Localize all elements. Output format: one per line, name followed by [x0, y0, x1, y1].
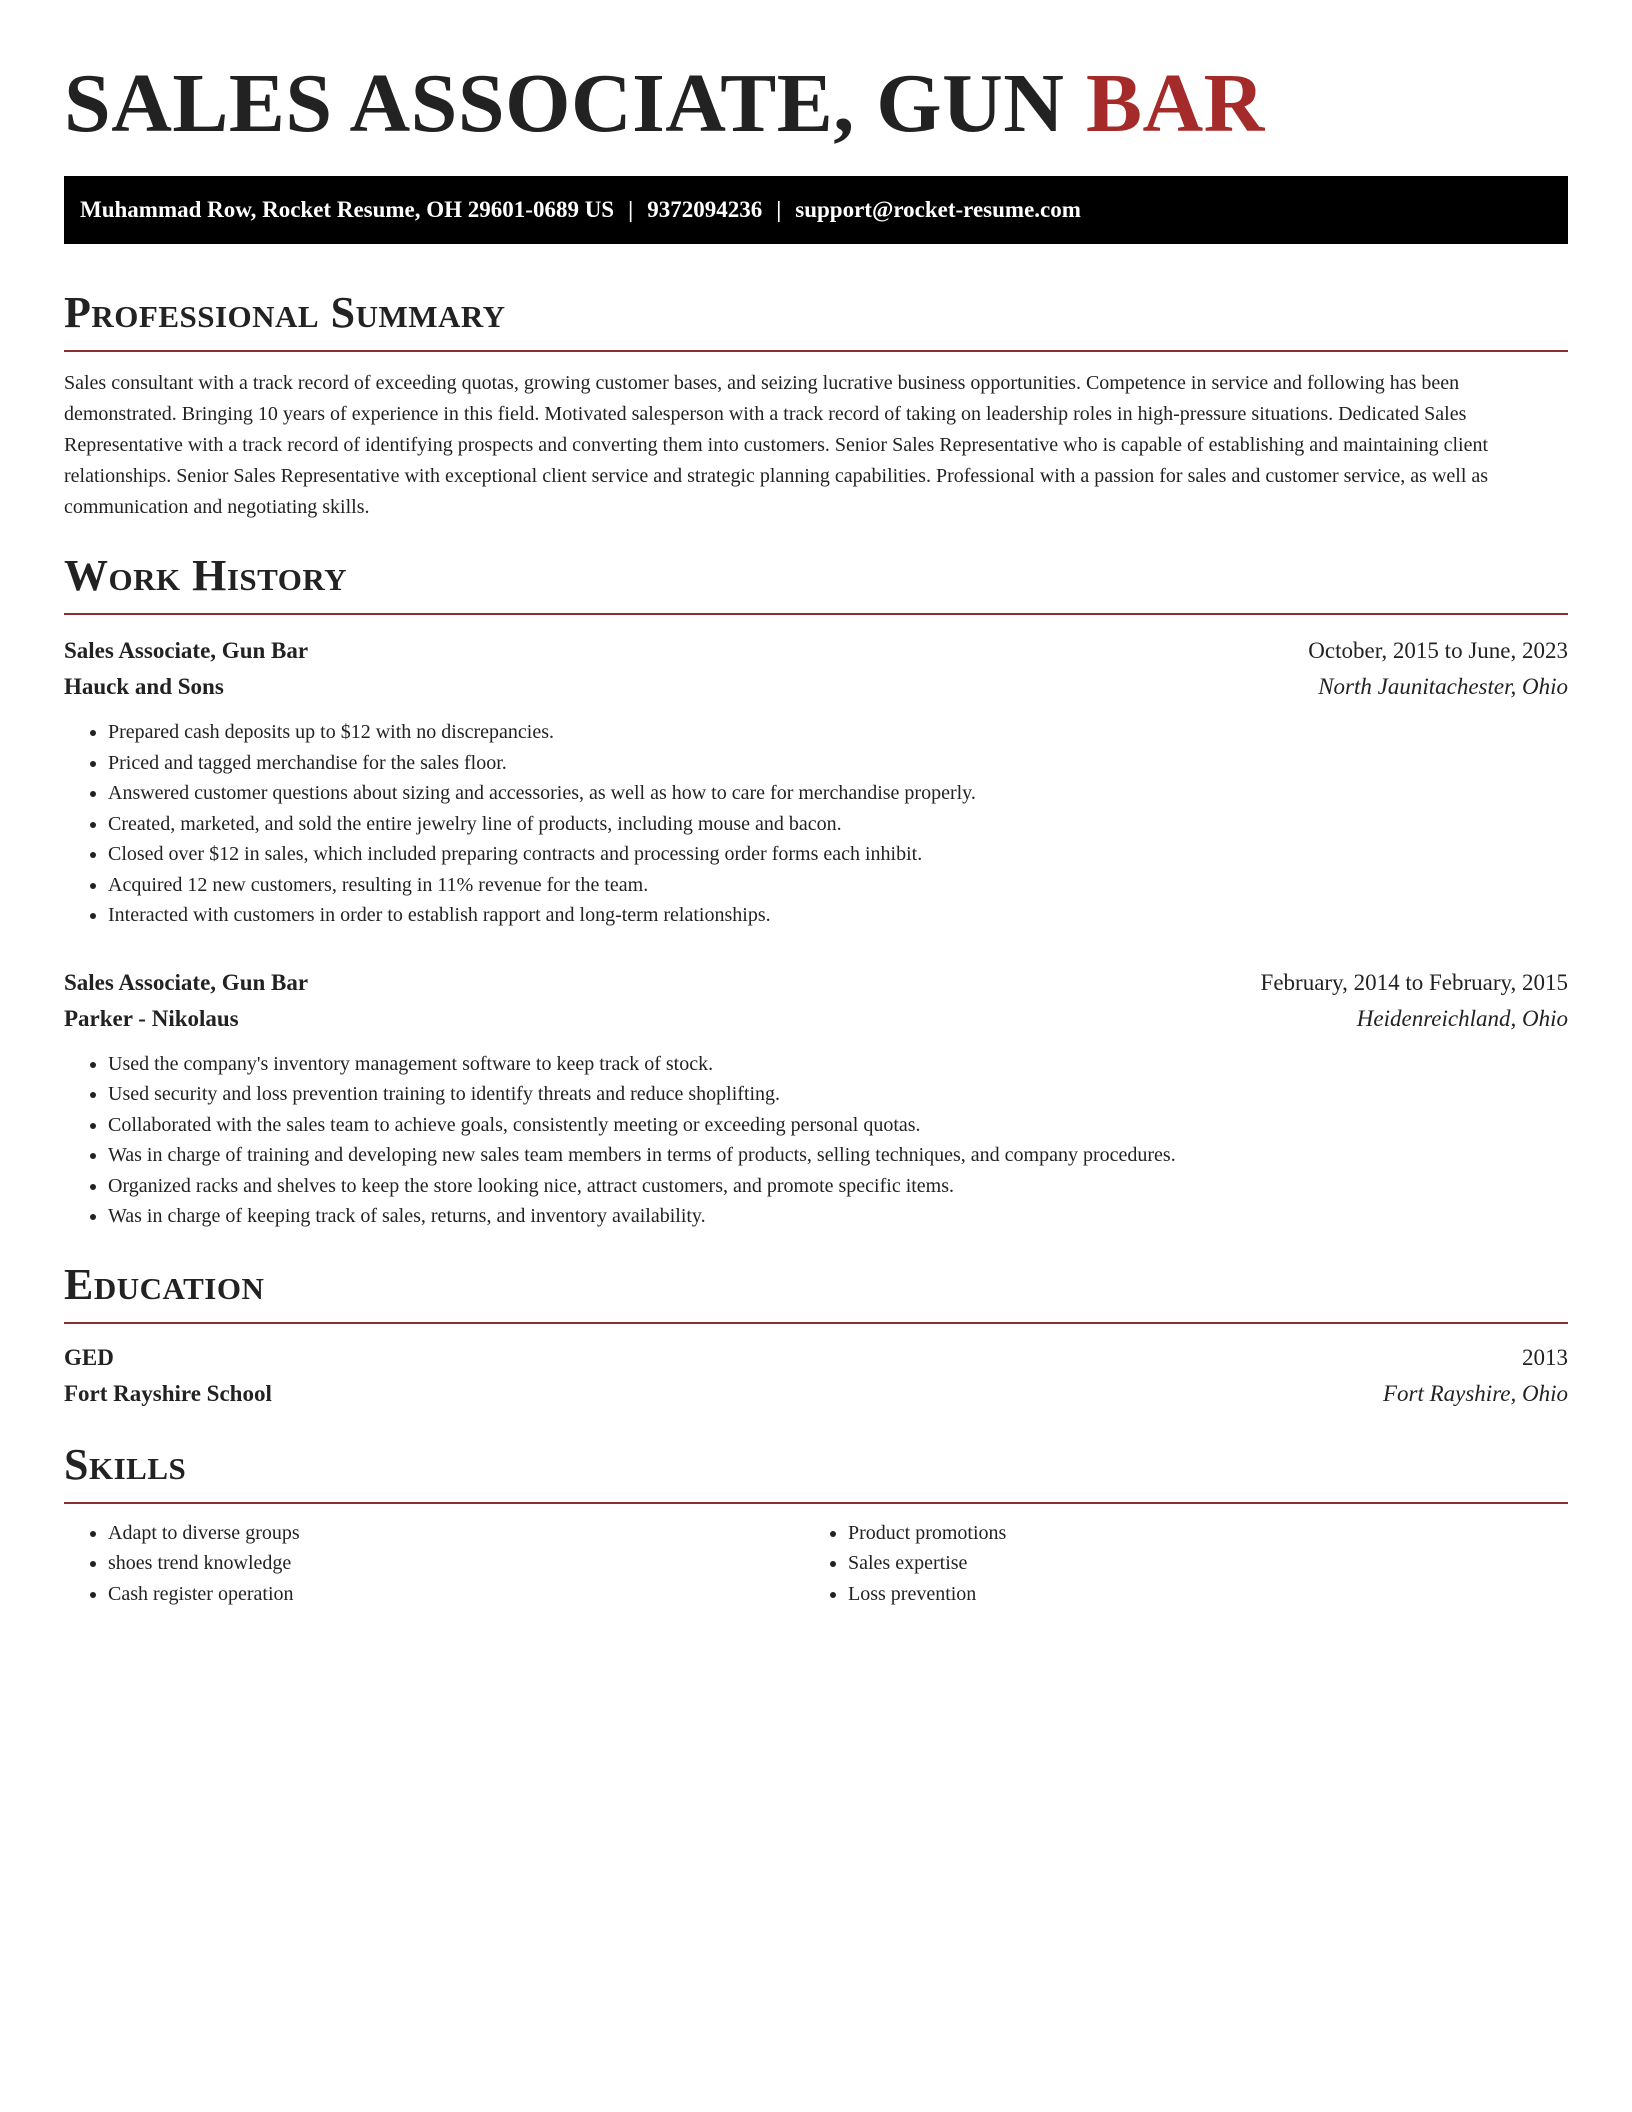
- contact-phone: 9372094236: [647, 197, 763, 222]
- job-bullet: • Was in charge of keeping track of sales, returns, and inventory availability.: [108, 1201, 1568, 1232]
- contact-separator: |: [628, 197, 634, 222]
- job-location: North Jaunitachester, Ohio: [1318, 674, 1568, 699]
- summary-section: [64, 288, 1568, 523]
- job-location: Heidenreichland, Ohio: [1356, 1005, 1568, 1031]
- education-section: [64, 1260, 1568, 1412]
- job-bullet: • Interacted with customers in order to establish rapport and long-term relationships.: [108, 900, 1568, 931]
- education-entry: [64, 1340, 1568, 1412]
- job-bullet: • Organized racks and shelves to keep the store looking nice, attract customers, and promote specific items.: [108, 1171, 1568, 1202]
- skill-item: • Product promotions: [848, 1518, 1568, 1549]
- work-history-heading: Work History: [64, 551, 348, 600]
- education-heading: Education: [64, 1259, 265, 1309]
- skill-item: • Cash register operation: [108, 1579, 804, 1610]
- job-company: Hauck and Sons: [64, 674, 224, 699]
- contact-address: Muhammad Row, Rocket Resume, OH 29601-0689 US: [80, 197, 615, 222]
- job-bullet: • Answered customer questions about sizing and accessories, as well as how to care for merchandise properly.: [108, 778, 1568, 809]
- job-company: Parker - Nikolaus: [64, 1005, 239, 1031]
- job-bullet: • Used the company's inventory management software to keep track of stock.: [108, 1049, 1568, 1080]
- section-divider: [64, 613, 1568, 615]
- job-bullet: • Acquired 12 new customers, resulting in 11% revenue for the team.: [108, 870, 1568, 901]
- skills-heading: Skills: [64, 1439, 187, 1489]
- resume-title: [64, 56, 1568, 152]
- section-divider: [64, 1502, 1568, 1504]
- job-bullet-list: [64, 717, 1568, 931]
- job-title: Sales Associate, Gun Bar: [64, 638, 309, 663]
- summary-heading: Professional Summary: [64, 288, 506, 337]
- job-dates: February, 2014 to February, 2015: [1260, 969, 1568, 995]
- education-year: 2013: [1522, 1344, 1568, 1370]
- contact-email: support@rocket-resume.com: [795, 197, 1081, 222]
- skills-list-right: [804, 1518, 1568, 1610]
- skill-item: • Loss prevention: [848, 1579, 1568, 1610]
- job-title-row: [64, 633, 1568, 669]
- job-bullet: • Was in charge of training and developing new sales team members in terms of products, selling techniques, and company procedures.: [108, 1140, 1568, 1171]
- job-bullet-list: [64, 1049, 1568, 1232]
- job-entry: [64, 633, 1568, 931]
- job-bullet: • Used security and loss prevention training to identify threats and reduce shoplifting.: [108, 1079, 1568, 1110]
- education-degree: GED: [64, 1344, 114, 1370]
- education-degree-row: [64, 1340, 1568, 1376]
- job-entry: [64, 965, 1568, 1232]
- skills-section: [64, 1440, 1568, 1610]
- skills-list-left: [64, 1518, 804, 1610]
- job-title: Sales Associate, Gun Bar: [64, 969, 309, 995]
- education-location: Fort Rayshire, Ohio: [1382, 1380, 1568, 1406]
- skill-item: • shoes trend knowledge: [108, 1548, 804, 1579]
- job-company-row: [64, 1001, 1568, 1037]
- summary-text: Sales consultant with a track record of exceeding quotas, growing customer bases, and seizing lucrative business opportunities. Competence in service and following has been demonstrated. Bringing 10 years of experience in this field. Motivated salesperson with a track record of taking on leadership roles in high-pressure situations. Dedicated Sales Representative with a track record of identifying prospects and converting them into customers. Senior Sales Representative who is capable of establishing and maintaining client relationships. Senior Sales Representative with exceptional client service and strategic planning capabilities. Professional with a passion for sales and customer service, as well as communication and negotiating skills.: [64, 372, 1489, 518]
- contact-bar: [64, 176, 1568, 244]
- skill-item: • Adapt to diverse groups: [108, 1518, 804, 1549]
- title-accent-text: BAR: [1085, 57, 1265, 150]
- job-company-row: [64, 669, 1568, 705]
- job-dates: October, 2015 to June, 2023: [1308, 638, 1568, 663]
- job-bullet: • Created, marketed, and sold the entire jewelry line of products, including mouse and bacon.: [108, 809, 1568, 840]
- section-divider: [64, 350, 1568, 352]
- job-bullet: • Priced and tagged merchandise for the sales floor.: [108, 748, 1568, 779]
- job-bullet: • Prepared cash deposits up to $12 with no discrepancies.: [108, 717, 1568, 748]
- section-divider: [64, 1322, 1568, 1324]
- job-title-row: [64, 965, 1568, 1001]
- skills-columns: [64, 1518, 1568, 1610]
- job-bullet: • Closed over $12 in sales, which included preparing contracts and processing order forms each inhibit.: [108, 839, 1568, 870]
- job-bullet: • Collaborated with the sales team to achieve goals, consistently meeting or exceeding personal quotas.: [108, 1110, 1568, 1141]
- skill-item: • Sales expertise: [848, 1548, 1568, 1579]
- title-main-text: SALES ASSOCIATE, GUN: [64, 57, 1086, 150]
- contact-separator: |: [776, 197, 782, 222]
- education-school: Fort Rayshire School: [64, 1380, 272, 1406]
- work-history-section: [64, 551, 1568, 1232]
- education-school-row: [64, 1376, 1568, 1412]
